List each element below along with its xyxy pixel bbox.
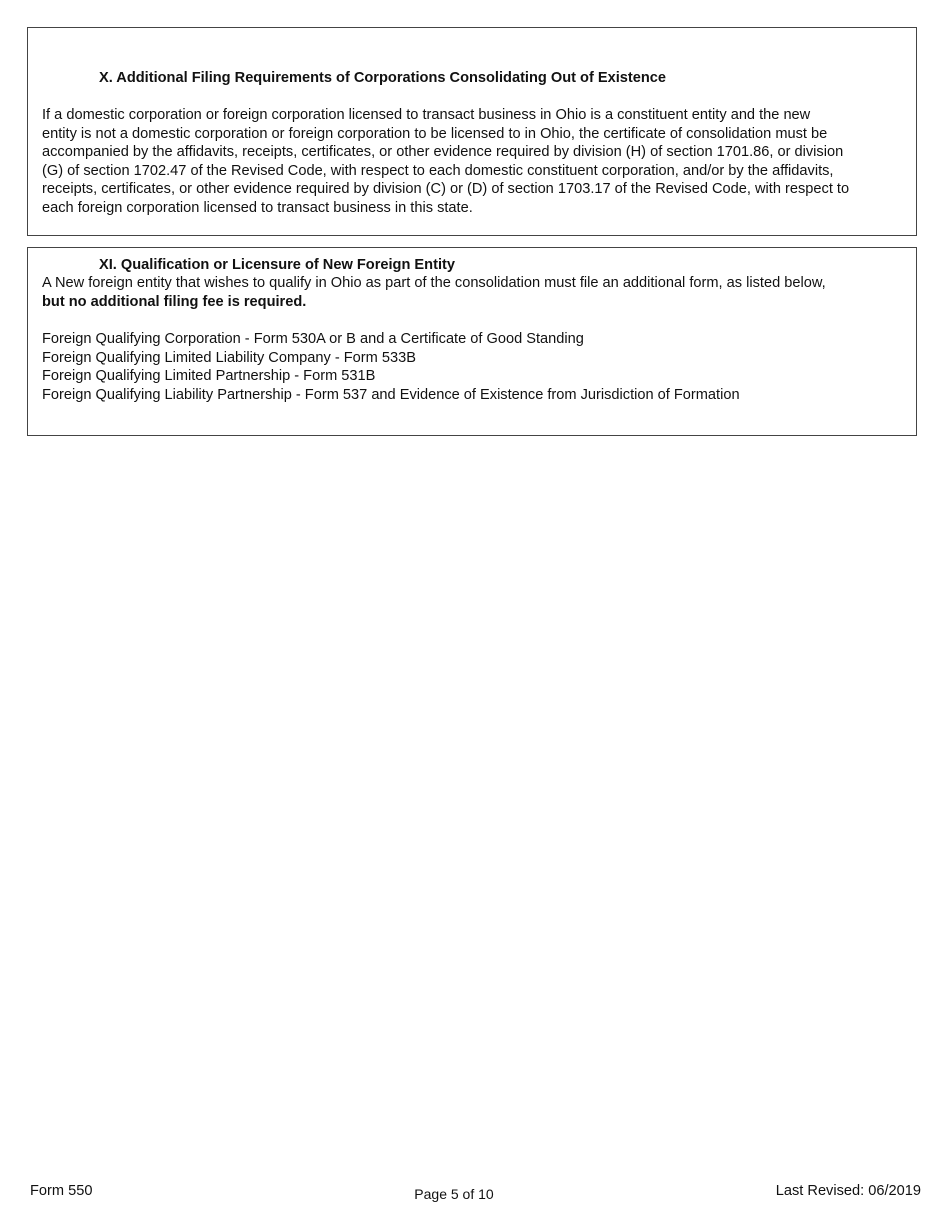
section-x-line: receipts, certificates, or other evidence required by division (C) or (D) of section 1703.17 of the Revised Code, with respect to (42, 181, 850, 198)
section-xi-title: XI. Qualification or Licensure of New Foreign Entity (99, 257, 455, 273)
list-item: Foreign Qualifying Limited Partnership - Form 531B (42, 368, 376, 385)
section-xi-intro (42, 274, 908, 311)
section-x-body (42, 106, 908, 218)
section-x-line: (G) of section 1702.47 of the Revised Code, with respect to each domestic constituent corporation, and/or by the affidavits, (42, 162, 834, 179)
form-number: Form 550 (30, 1183, 93, 1199)
section-xi-fee-note: but no additional filing fee is required. (42, 293, 307, 310)
section-x-line: entity is not a domestic corporation or foreign corporation to be licensed to in Ohio, the certificate of consolidation must be (42, 125, 828, 142)
section-x-line: accompanied by the affidavits, receipts, certificates, or other evidence required by division (H) of section 1701.86, or division (42, 144, 844, 161)
section-x-title: X. Additional Filing Requirements of Corporations Consolidating Out of Existence (99, 70, 667, 86)
section-x-box (27, 27, 917, 236)
section-x-line: If a domestic corporation or foreign corporation licensed to transact business in Ohio is a constituent entity and the new (42, 107, 811, 123)
section-xi-intro-line: A New foreign entity that wishes to qualify in Ohio as part of the consolidation must file an additional form, as listed below, (42, 275, 826, 291)
section-xi-box (27, 247, 917, 436)
section-x-line: each foreign corporation licensed to transact business in this state. (42, 199, 473, 216)
page-number: Page 5 of 10 (414, 1186, 494, 1202)
last-revised: Last Revised: 06/2019 (775, 1183, 921, 1199)
foreign-forms-list (42, 330, 740, 404)
list-item: Foreign Qualifying Limited Liability Company - Form 533B (42, 349, 416, 366)
list-item: Foreign Qualifying Corporation - Form 530A or B and a Certificate of Good Standing (42, 331, 584, 347)
list-item: Foreign Qualifying Liability Partnership - Form 537 and Evidence of Existence from Jurisdiction of Formation (42, 386, 740, 403)
